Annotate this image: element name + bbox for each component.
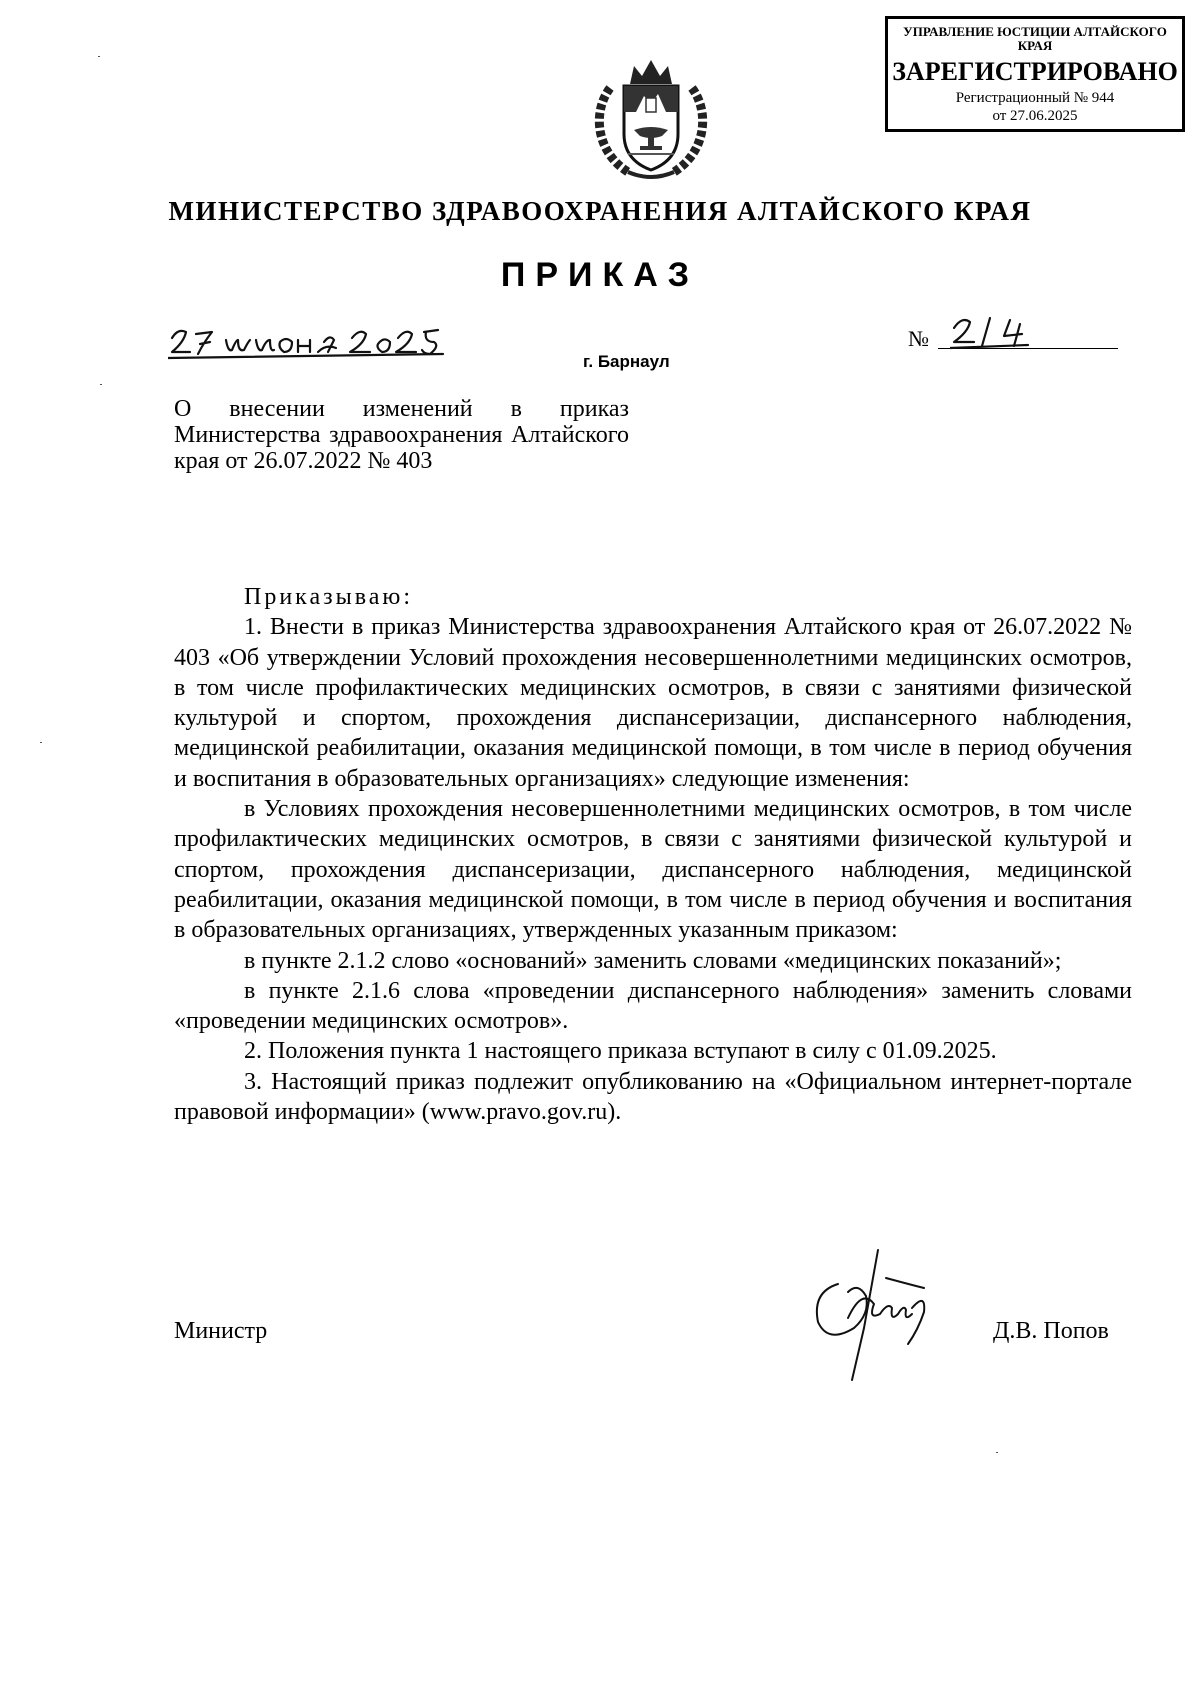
order-number-label: № [908, 326, 929, 351]
signature-icon [808, 1248, 958, 1388]
minister-name: Д.В. Попов [993, 1318, 1109, 1344]
minister-title: Министр [174, 1318, 268, 1344]
coat-of-arms-icon [588, 54, 714, 186]
scan-speck [40, 742, 42, 743]
ministry-name: МИНИСТЕРСТВО ЗДРАВООХРАНЕНИЯ АЛТАЙСКОГО КРАЯ [168, 196, 1032, 226]
handwritten-date [168, 312, 498, 362]
paragraph-1-subpoint: в Условиях прохождения несовершеннолетними медицинских осмотров, в том числе профилактических медицинских осмотров, в связи с занятиями физической культурой и спортом, прохождения диспансеризации, диспансерного наблюдения, медицинской реабилитации, оказания медицинской помощи, в том числе в период обучения и воспитания в образовательных организациях, утвержденных указанным приказом: [174, 796, 1132, 944]
stamp-title: ЗАРЕГИСТРИРОВАНО [892, 57, 1178, 86]
handwritten-order-number [950, 308, 1060, 352]
scan-speck [98, 56, 100, 57]
order-body [174, 582, 1132, 1127]
scan-speck [100, 384, 102, 385]
city: г. Барнаул [583, 352, 670, 371]
order-verb: Приказываю: [244, 584, 413, 610]
stamp-org: УПРАВЛЕНИЕ ЮСТИЦИИ АЛТАЙСКОГО КРАЯ [903, 24, 1167, 53]
registration-stamp [885, 16, 1185, 132]
document-type: ПРИКАЗ [500, 256, 700, 294]
stamp-reg-date: от 27.06.2025 [992, 108, 1078, 124]
paragraph-2: 2. Положения пункта 1 настоящего приказа вступают в силу с 01.09.2025. [244, 1038, 997, 1065]
paragraph-3: 3. Настоящий приказ подлежит опубликованию на «Официальном интернет-портале правовой информации» (www.pravo.gov.ru). [174, 1068, 1132, 1126]
paragraph-1: 1. Внести в приказ Министерства здравоохранения Алтайского края от 26.07.2022 № 403 «Об утверждении Условий прохождения несовершеннолетними медицинских осмотров, в том числе профилактических медицинских осмотров, в связи с занятиями физической культурой и спортом, прохождения диспансеризации, диспансерного наблюдения, медицинской реабилитации, оказания медицинской помощи, в том числе в период обучения и воспитания в образовательных организациях» следующие изменения: [174, 614, 1132, 792]
paragraph-1-change-a: в пункте 2.1.2 слово «оснований» заменить словами «медицинских показаний»; [244, 947, 1062, 974]
scan-speck [996, 1452, 998, 1453]
order-subject: О внесении изменений в приказ Министерства здравоохранения Алтайского края от 26.07.2022 № 403 [174, 396, 629, 474]
stamp-reg-number: Регистрационный № 944 [955, 90, 1115, 106]
paragraph-1-change-b: в пункте 2.1.6 слова «проведении диспансерного наблюдения» заменить словами «проведении медицинских осмотров». [174, 977, 1132, 1035]
